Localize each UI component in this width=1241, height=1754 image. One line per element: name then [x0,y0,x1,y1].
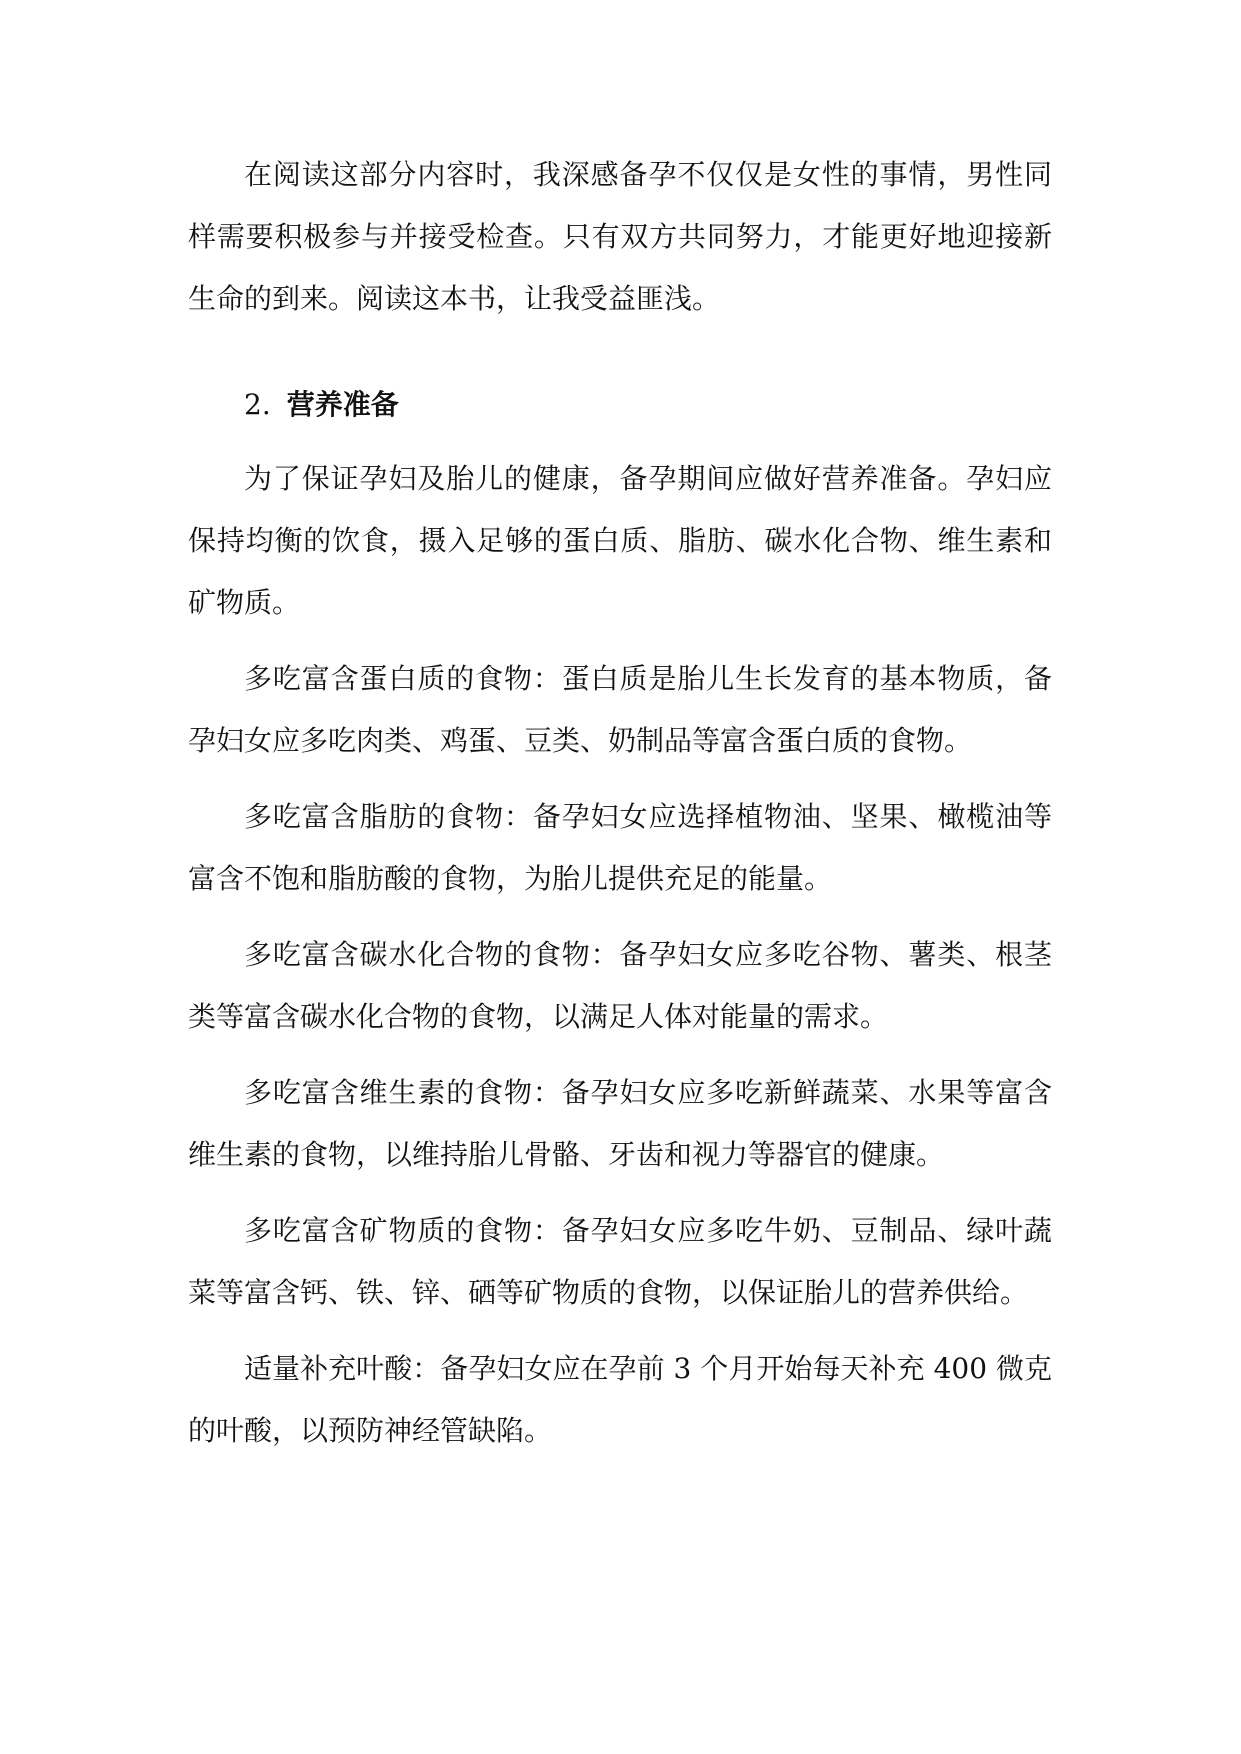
protein-paragraph: 多吃富含蛋白质的食物：蛋白质是胎儿生长发育的基本物质，备孕妇女应多吃肉类、鸡蛋、豆类、奶制品等富含蛋白质的食物。 [188,662,1052,757]
section-title: 营养准备 [286,388,399,421]
intro-paragraph: 在阅读这部分内容时，我深感备孕不仅仅是女性的事情，男性同样需要积极参与并接受检查。只有双方共同努力，才能更好地迎接新生命的到来。阅读这本书，让我受益匪浅。 [188,158,1052,315]
fat-paragraph: 多吃富含脂肪的食物：备孕妇女应选择植物油、坚果、橄榄油等富含不饱和脂肪酸的食物，为胎儿提供充足的能量。 [188,800,1052,895]
document-body [188,144,1052,1462]
carbohydrate-paragraph: 多吃富含碳水化合物的食物：备孕妇女应多吃谷物、薯类、根茎类等富含碳水化合物的食物，以满足人体对能量的需求。 [188,938,1052,1033]
section-heading [188,374,1052,436]
vitamin-paragraph: 多吃富含维生素的食物：备孕妇女应多吃新鲜蔬菜、水果等富含维生素的食物，以维持胎儿骨骼、牙齿和视力等器官的健康。 [188,1076,1052,1171]
section-number: 2. [244,388,271,421]
folic-acid-paragraph: 适量补充叶酸：备孕妇女应在孕前 3 个月开始每天补充 400 微克的叶酸，以预防神经管缺陷。 [188,1352,1052,1447]
nutrition-overview-paragraph: 为了保证孕妇及胎儿的健康，备孕期间应做好营养准备。孕妇应保持均衡的饮食，摄入足够的蛋白质、脂肪、碳水化合物、维生素和矿物质。 [188,462,1052,619]
mineral-paragraph: 多吃富含矿物质的食物：备孕妇女应多吃牛奶、豆制品、绿叶蔬菜等富含钙、铁、锌、硒等矿物质的食物，以保证胎儿的营养供给。 [188,1214,1052,1309]
